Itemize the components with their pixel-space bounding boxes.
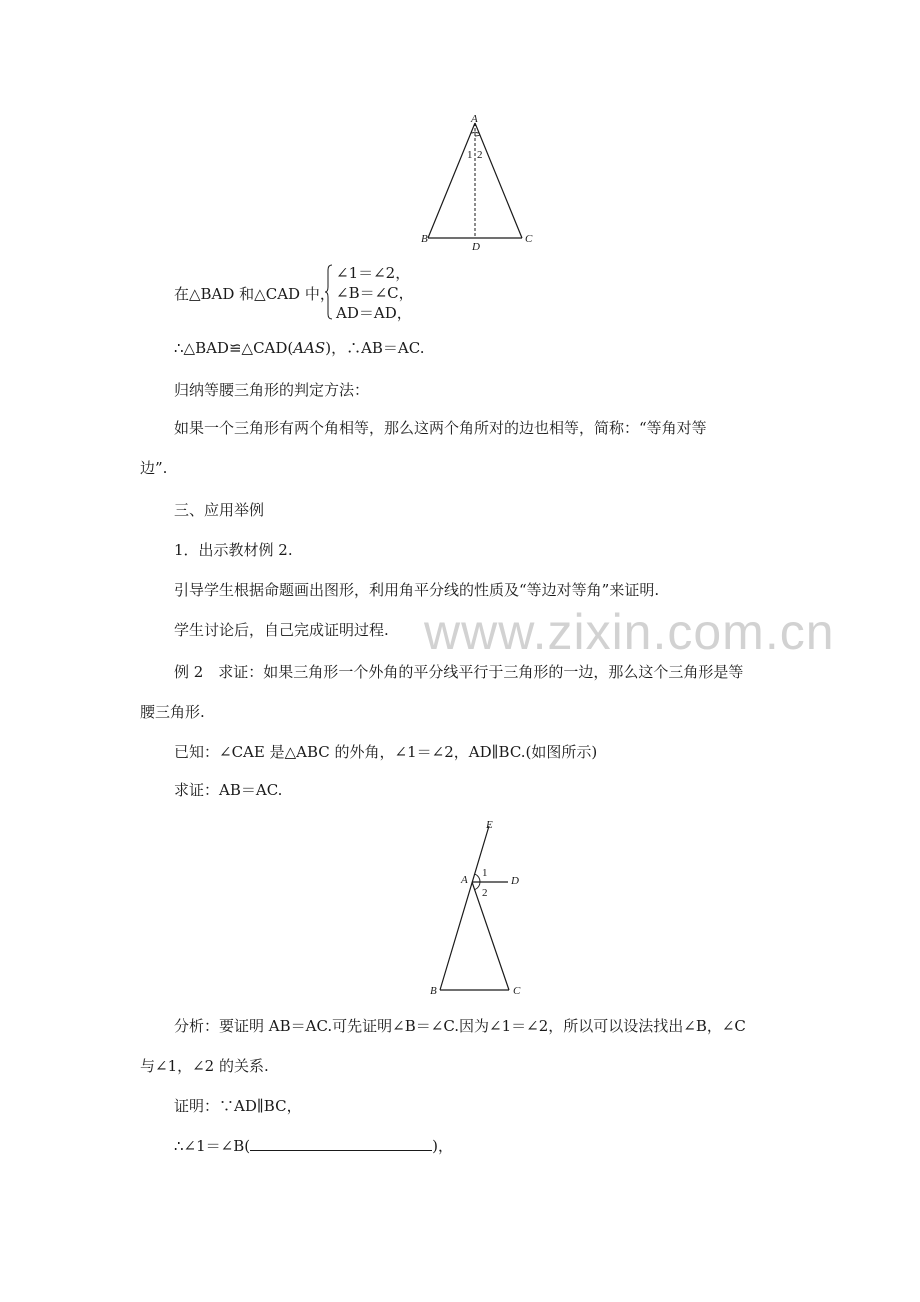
side-ac xyxy=(475,123,522,238)
left-brace xyxy=(324,264,334,320)
watermark: www.zixin.com.cn xyxy=(424,604,835,660)
answer-blank[interactable] xyxy=(250,1136,432,1151)
side-ab xyxy=(428,123,475,238)
proof-start: 证明：∵AD∥BC， xyxy=(174,1097,302,1115)
item-1: 1．出示教材例 2. xyxy=(174,541,293,559)
system-prefix: 在△BAD 和△CAD 中， xyxy=(174,285,335,303)
angle-arc-1 xyxy=(472,132,476,133)
section3-title: 三、应用举例 xyxy=(174,501,265,519)
label-d: D xyxy=(511,875,519,887)
example-line-2: 腰三角形. xyxy=(140,703,205,721)
proof-step: ∴∠1＝∠B( )， xyxy=(174,1137,453,1155)
label-angle-1: 1 xyxy=(467,149,473,161)
guide-text: 引导学生根据命题画出图形，利用角平分线的性质及“等边对等角”来证明. xyxy=(174,581,660,599)
label-angle-2: 2 xyxy=(482,887,488,899)
discuss-text: 学生讨论后，自己完成证明过程. xyxy=(174,621,389,639)
system-line-3: AD＝AD， xyxy=(336,304,412,322)
label-c: C xyxy=(525,233,533,245)
system-line-2: ∠B＝∠C， xyxy=(336,284,414,302)
label-b: B xyxy=(430,985,437,997)
figure-exterior-angle xyxy=(424,814,534,1000)
summary-title: 归纳等腰三角形的判定方法： xyxy=(174,381,370,399)
figure-isosceles-triangle xyxy=(416,112,542,254)
label-b: B xyxy=(421,233,428,245)
label-d: D xyxy=(472,241,480,253)
summary-line-1: 如果一个三角形有两个角相等，那么这两个角所对的边也相等，简称：“等角对等 xyxy=(174,419,707,437)
prove-text: 求证：AB＝AC. xyxy=(174,781,283,799)
angle-arc-1 xyxy=(475,874,481,882)
ray-ae xyxy=(440,826,489,990)
example-line-1: 例 2 求证：如果三角形一个外角的平分线平行于三角形的一边，那么这个三角形是等 xyxy=(174,663,744,681)
summary-line-2: 边”. xyxy=(140,459,168,477)
label-angle-2: 2 xyxy=(477,149,483,161)
label-a: A xyxy=(461,874,468,886)
side-ac xyxy=(472,882,509,990)
label-angle-1: 1 xyxy=(482,867,488,879)
conclusion: ∴△BAD≌△CAD(AAS)，∴AB＝AC. xyxy=(174,339,425,357)
given-text: 已知：∠CAE 是△ABC 的外角，∠1＝∠2，AD∥BC.(如图所示) xyxy=(174,743,598,761)
angle-arc-2 xyxy=(475,882,480,890)
label-a: A xyxy=(471,113,478,125)
label-c: C xyxy=(513,985,521,997)
system-line-1: ∠1＝∠2， xyxy=(336,264,411,282)
analysis-line-1: 分析：要证明 AB＝AC.可先证明∠B＝∠C.因为∠1＝∠2，所以可以设法找出∠B，∠C xyxy=(174,1017,746,1035)
analysis-line-2: 与∠1，∠2 的关系. xyxy=(140,1057,269,1075)
label-e: E xyxy=(486,819,493,831)
